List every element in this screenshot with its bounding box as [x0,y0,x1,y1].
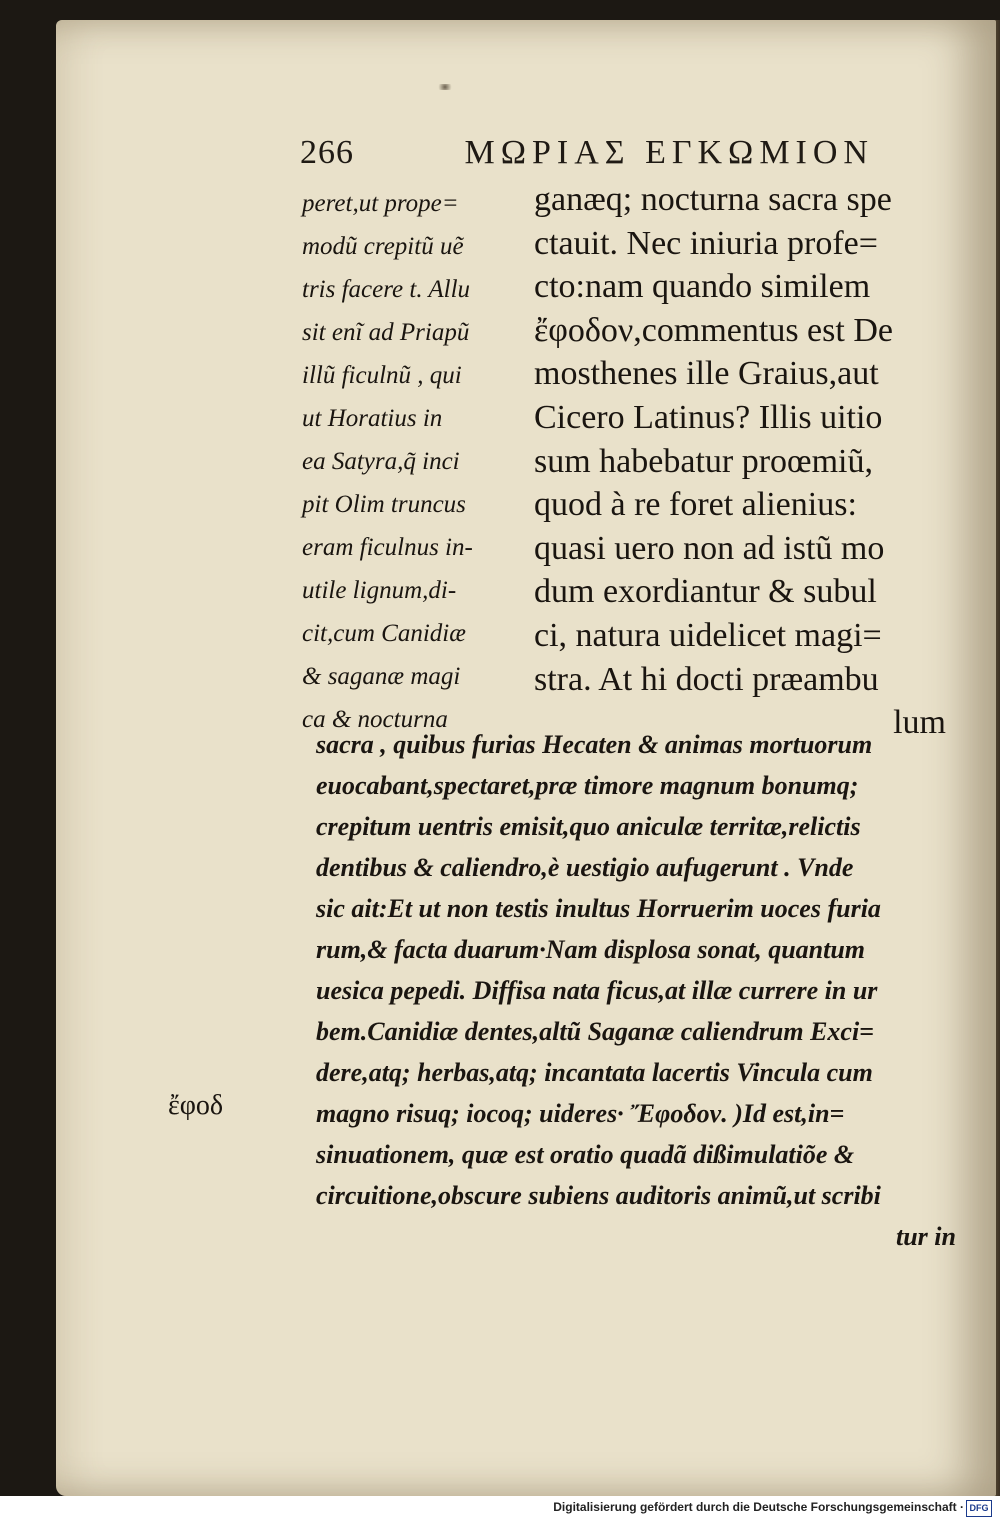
text-line: ea Satyra,q̃ inci [302,448,460,475]
text-line: lum [893,704,946,742]
text-line: sic ait:Et ut non testis inultus Horruerim uoces furia [316,894,881,923]
text-line: crepitum uentris emisit,quo aniculæ territæ,relictis [316,812,861,841]
text-line: eram ficulnus in- [302,534,473,561]
text-line: dere,atq; herbas,atq; incantata lacertis Vincula cum [316,1058,873,1087]
running-head [300,134,950,172]
right-column-main-text [534,178,946,745]
text-line: ca & nocturna [302,706,448,733]
text-line: utile lignum,di- [302,577,457,604]
text-line: pit Olim truncus [302,491,466,518]
running-title: ΜΩΡΙΑΣ ΕΓΚΩΜΙΟΝ [464,134,874,171]
text-line: sit enĩ ad Priapũ [302,319,470,346]
text-line: tris facere t. Allu [302,276,471,303]
text-line: quod à re foret alienius: [534,486,857,524]
dfg-logo: DFG [966,1500,992,1517]
text-line: ganæq; nocturna sacra spe [534,181,892,218]
text-line: rum,& facta duarum·Nam displosa sonat, quantum [316,935,866,964]
full-width-commentary [316,724,956,1257]
text-line: dentibus & caliendro,è uestigio aufugerunt . Vnde [316,853,854,882]
text-line: Cicero Latinus? Illis uitio [534,398,883,436]
text-line: illũ ficulnũ , qui [302,362,462,389]
text-line: modũ crepitũ uẽ [302,233,464,260]
text-line: cto:nam quando similem [534,268,871,306]
text-line: tur in [896,1222,956,1251]
text-line: uesica pepedi. Diffisa nata ficus,at illæ currere in ur [316,976,878,1005]
text-line: cit,cum Canidiæ [302,620,466,647]
text-line: sum habebatur proœmiũ, [534,442,873,480]
text-line: ut Horatius in [302,405,443,432]
text-line: dum exordiantur & subul [534,573,877,611]
ink-speck [436,84,454,90]
text-line: magno risuq; iocoq; uideres· Ἔφοδον. )Id est,in= [316,1099,845,1128]
text-line: stra. At hi docti præambu [534,660,879,698]
text-line: mosthenes ille Graius,aut [534,355,879,393]
margin-note: ἔφοδ [168,1090,224,1121]
text-line: sacra , quibus furias Hecaten & animas mortuorum [316,730,873,759]
page-number: 266 [300,134,354,171]
left-column-commentary [302,182,522,741]
text-line: circuitione,obscure subiens auditoris animũ,ut scribi [316,1181,881,1210]
text-line: sinuationem, quæ est oratio quadã dißimulatiõe & [316,1140,855,1169]
text-line: ctauit. Nec iniuria profe= [534,224,878,262]
text-line: quasi uero non ad istũ mo [534,529,885,567]
text-line: euocabant,spectaret,præ timore magnum bonumq; [316,771,859,800]
text-line: ἔφοδον,commentus est De [534,311,893,349]
text-line: peret,ut prope= [302,190,459,217]
text-line: & saganæ magi [302,663,461,690]
text-line: ci, natura uidelicet magi= [534,616,882,654]
funding-credit: Digitalisierung gefördert durch die Deutsche Forschungsgemeinschaft · [553,1500,964,1514]
text-line: bem.Canidiæ dentes,altũ Saganæ caliendrum Exci= [316,1017,874,1046]
